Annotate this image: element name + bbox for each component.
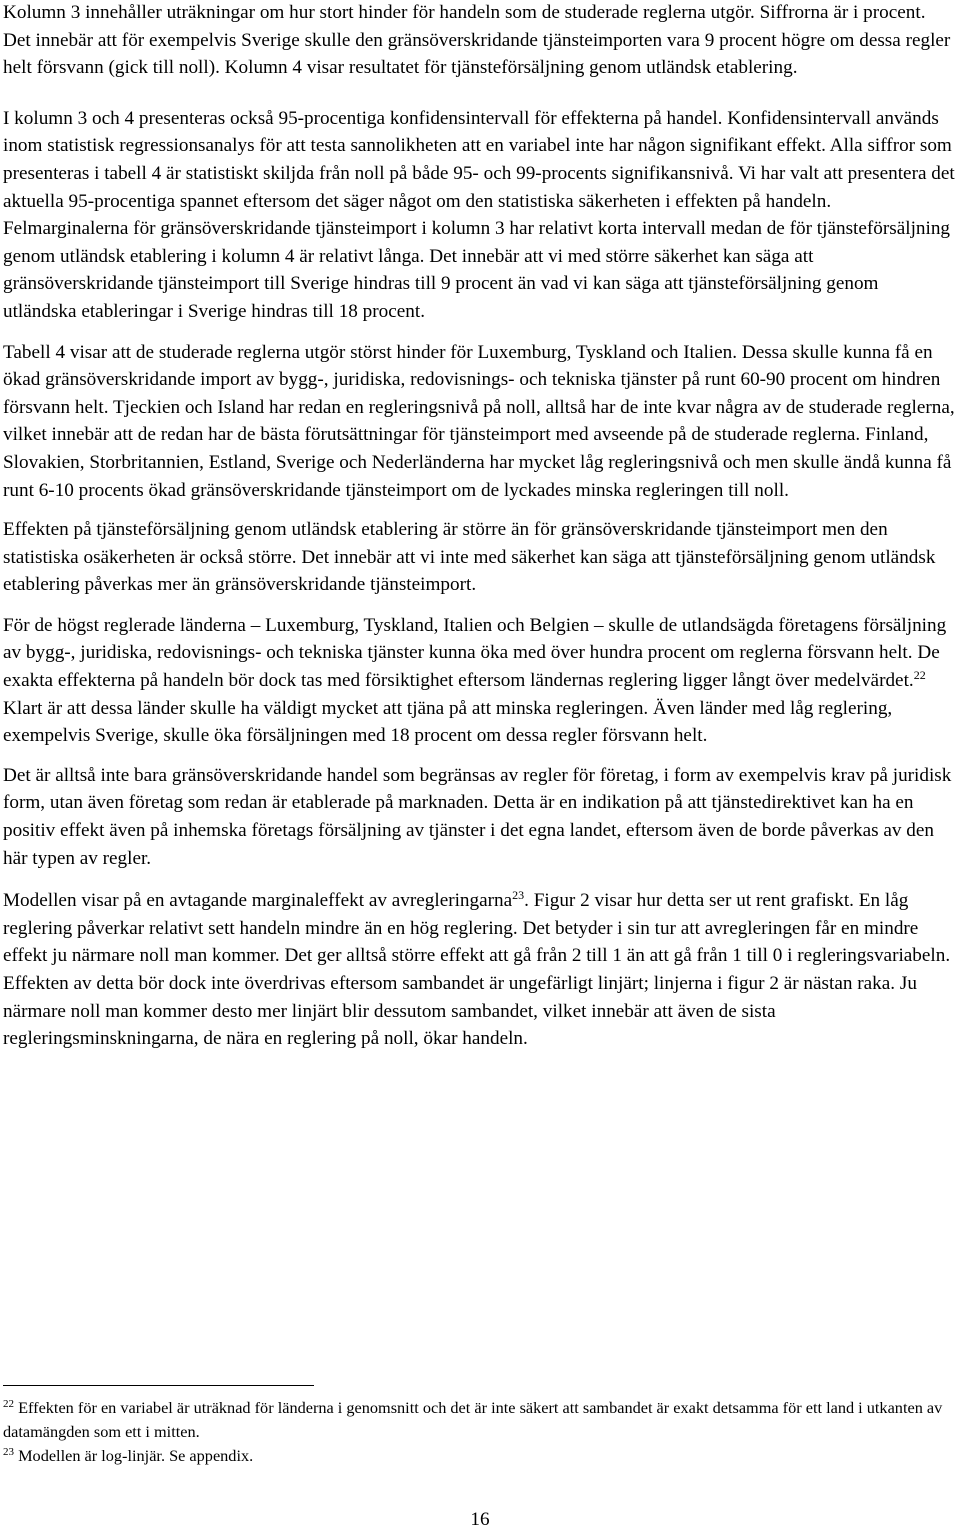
paragraph-text: Modellen visar på en avtagande marginaleffekt av avregleringarna: [3, 890, 513, 912]
paragraph-column-3-and-4: Kolumn 3 innehåller uträkningar om hur stort hinder för handeln som de studerade reglerna utgör. Siffrorna är i procent. Det innebär att för exempelvis Sverige skulle den gränsöverskridande tjänsteimporten vara 9 procent högre om dessa regler helt försvann (gick till noll). Kolumn 4 visar resultatet för tjänsteförsäljning genom utländsk etablering.: [3, 2, 951, 79]
paragraph-highly-regulated-countries: [3, 612, 955, 750]
paragraph-domestic-effect: Det är alltså inte bara gränsöverskridande handel som begränsas av regler för företag, i form av exempelvis krav på juridisk form, utan även företag som redan är etablerade på marknaden. Detta är en indikation på att tjänstedirektivet kan ha en positiv effekt även på inhemska företags försäljning av tjänster i det egna landet, eftersom även de borde påverkas av den här typen av regler.: [3, 764, 952, 869]
footnote-23: [3, 1444, 955, 1468]
footnote-separator: [3, 1385, 314, 1386]
footnote-text: Effekten för en variabel är uträknad för länderna i genomsnitt och det är inte säkert att sambandet är exakt detsamma för ett land i utkanten av datamängden som ett i mitten.: [3, 1398, 943, 1441]
document-body: [3, 0, 955, 1053]
paragraph-confidence-intervals: I kolumn 3 och 4 presenteras också 95-procentiga konfidensintervall för effekterna på handel. Konfidensintervall används inom statistisk regressionsanalys för att testa sannolikheten att en variabel inte har någon signifikant effekt. Alla siffror som presenteras i tabell 4 är statistiskt skiljda från noll på både 95- och 99-procents signifikansnivå. Vi har valt att presentera det aktuella 95-procentiga spannet eftersom det säger något om den statistiska säkerheten i effekten på handeln. Felmarginalerna för gränsöverskridande tjänsteimport i kolumn 3 har relativt korta intervall medan de för tjänsteförsäljning genom utländsk etablering i kolumn 4 är relativt långa. Det innebär att vi med större säkerhet kan säga att gränsöverskridande tjänsteimport till Sverige hindras till 9 procent än vad vi kan säga att tjänsteförsäljning genom utländska etableringar i Sverige hindras till 18 procent.: [3, 107, 955, 322]
paragraph-text: För de högst reglerade länderna – Luxemburg, Tyskland, Italien och Belgien – skulle de utlandsägda företagens försäljning av bygg-, juridiska, redovisnings- och tekniska tjänster kunna öka med över hundra procent om reglerna försvann helt. De exakta effekterna på handeln bör dock tas med försiktighet eftersom ländernas reglering ligger långt över medelvärdet.: [3, 614, 947, 692]
paragraph-foreign-establishment-effect: Effekten på tjänsteförsäljning genom utländsk etablering är större än för gränsöverskridande tjänsteimport men den statistiska osäkerheten är också större. Det innebär att vi inte med säkerhet kan säga att tjänsteförsäljning genom utländsk etablering påverkas mer än gränsöverskridande tjänsteimport.: [3, 519, 936, 596]
paragraph-text: Klart är att dessa länder skulle ha väldigt mycket att tjäna på att minska regleringen. Även länder med låg reglering, exempelvis Sverige, skulle öka försäljningen med 18 procent om dessa regler försvann helt.: [3, 697, 893, 747]
paragraph-marginal-effect: [3, 887, 955, 1053]
page-number: 16: [470, 1509, 490, 1530]
footnote-reference[interactable]: 22: [913, 668, 926, 683]
footnote-22: [3, 1396, 955, 1444]
footnote-text: Modellen är log-linjär. Se appendix.: [14, 1446, 254, 1465]
footnote-number: 23: [3, 1446, 14, 1458]
paragraph-text: . Figur 2 visar hur detta ser ut rent grafiskt. En låg reglering påverkar relativt sett handeln mindre än en hög reglering. Det betyder i sin tur att avregleringen får en mindre effekt ju närmare noll man kommer. Det ger alltså större effekt att gå från 2 till 1 än att gå från 1 till 0 i regleringsvariabeln. Effekten av detta bör dock inte överdrivas eftersom sambandet är ungefärligt linjärt; linjerna i figur 2 är nästan raka. Ju närmare noll man kommer desto mer linjärt blir dessutom sambandet, vilket innebär att även de sista regleringsminskningarna, de nära en reglering på noll, ökar handeln.: [3, 890, 951, 1050]
footnote-number: 22: [3, 1398, 14, 1410]
footnote-reference[interactable]: 23: [512, 888, 525, 903]
footnotes: [3, 1396, 955, 1468]
paragraph-table-4-countries: Tabell 4 visar att de studerade reglerna utgör störst hinder för Luxemburg, Tyskland och Italien. Dessa skulle kunna få en ökad gränsöverskridande import av bygg-, juridiska, redovisnings- och tekniska tjänster på runt 60-90 procent om hindren försvann helt. Tjeckien och Island har redan en regleringsnivå på noll, alltså har de inte kvar några av de studerade reglerna, vilket innebär att de redan har de bästa förutsättningar för tjänsteimport med avseende på de studerade reglerna. Finland, Slovakien, Storbritannien, Estland, Sverige och Nederländerna har mycket låg regleringsnivå och men skulle ändå kunna få runt 6-10 procents ökad gränsöverskridande tjänsteimport om de lyckades minska regleringen till noll.: [3, 341, 955, 501]
